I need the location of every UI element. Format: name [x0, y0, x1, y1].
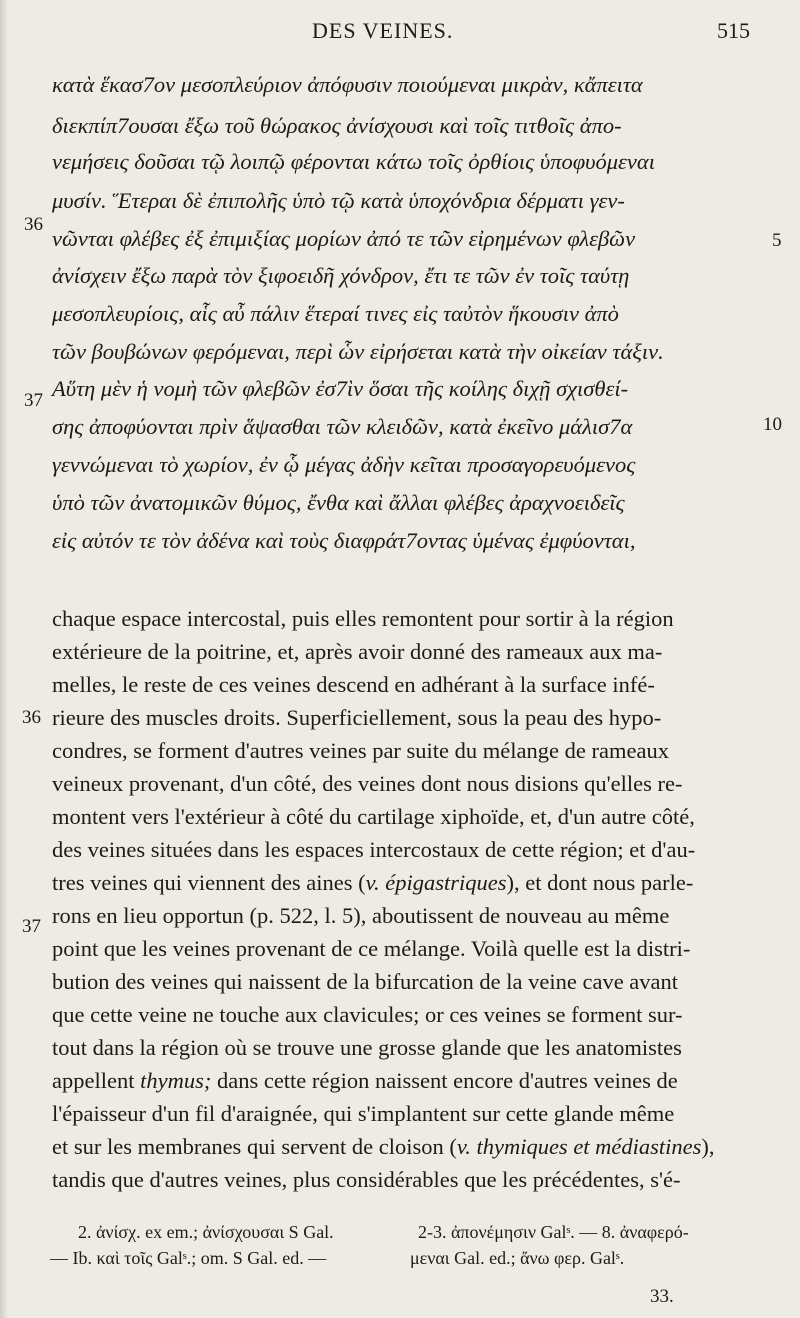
greek-line: κατὰ ἕκασ7ον μεσοπλεύριον ἀπόφυσιν ποιούμεναι μικρὰν, κἄπειτα: [52, 72, 643, 97]
french-line: condres, se forment d'autres veines par suite du mélange de rameaux: [52, 738, 669, 763]
french-line: tout dans la région où se trouve une grosse glande que les anatomistes: [52, 1035, 682, 1060]
french-line: [52, 1068, 678, 1094]
french-text-run: et sur les membranes qui servent de cloison (: [52, 1134, 457, 1159]
french-line: des veines situées dans les espaces intercostaux de cette région; et d'au-: [52, 837, 696, 862]
greek-line-number: 10: [763, 414, 782, 435]
greek-line: νῶνται φλέβες ἐξ ἐπιμιξίας μορίων ἀπό τε τῶν εἰρημένων φλεβῶν: [52, 226, 636, 251]
french-line: rieure des muscles droits. Superficiellement, sous la peau des hypo-: [52, 705, 662, 730]
greek-line: ὑπὸ τῶν ἀνατομικῶν θύμος, ἔνθα καὶ ἄλλαι φλέβες ἀραχνοειδεῖς: [52, 490, 625, 515]
greek-line: μεσοπλευρίοις, αἷς αὖ πάλιν ἕτεραί τινες εἰς ταὐτὸν ἥκουσιν ἀπὸ: [52, 301, 619, 326]
french-line: chaque espace intercostal, puis elles remontent pour sortir à la région: [52, 606, 674, 631]
french-text-run: ), et dont nous parle-: [506, 870, 694, 895]
footnote-line: [50, 1248, 624, 1269]
greek-line: Αὕτη μὲν ἡ νομὴ τῶν φλεβῶν ἐσ7ὶν ὅσαι τῆς κοίλης διχῇ σχισθεί-: [52, 376, 629, 401]
french-line: point que les veines provenant de ce mélange. Voilà quelle est la distri-: [52, 936, 691, 961]
french-line: rons en lieu opportun (p. 522, l. 5), aboutissent de nouveau au même: [52, 903, 670, 928]
french-line: l'épaisseur d'un fil d'araignée, qui s'implantent sur cette glande même: [52, 1101, 675, 1126]
french-line: [52, 1134, 715, 1160]
french-line: [52, 870, 693, 896]
page-shadow-edge: [0, 0, 8, 1318]
french-line: bution des veines qui naissent de la bifurcation de la veine cave avant: [52, 969, 679, 994]
greek-line: μυσίν. Ἕτεραι δὲ ἐπιπολῆς ὑπὸ τῷ κατὰ ὑποχόνδρια δέρματι γεν-: [52, 188, 625, 213]
french-line: tandis que d'autres veines, plus considérables que les précédentes, s'é-: [52, 1167, 681, 1192]
french-section-number: 36: [22, 707, 41, 728]
french-italic-term: v. épigastriques: [365, 870, 507, 895]
running-title: DES VEINES.: [312, 18, 454, 43]
greek-line: διεκπίπ7ουσαι ἔξω τοῦ θώρακος ἀνίσχουσι καὶ τοῖς τιτθοῖς ἀπο-: [52, 113, 622, 138]
french-text-run: dans cette région naissent encore d'autres veines de: [211, 1068, 678, 1093]
footnote-line: [50, 1222, 689, 1243]
greek-line: τῶν βουβώνων φερόμεναι, περὶ ὧν εἰρήσεται κατὰ τὴν οἰκείαν τάξιν.: [52, 339, 664, 364]
greek-line-number: 5: [772, 230, 782, 251]
french-section-number: 37: [22, 916, 41, 937]
footnote-entry: — Ib. καὶ τοῖς Galˢ.; om. S Gal. ed. —: [50, 1248, 327, 1268]
french-text-run: ),: [701, 1134, 715, 1159]
greek-line: νεμήσεις δοῦσαι τῷ λοιπῷ φέρονται κάτω τοῖς ὀρθίοις ὑποφυόμεναι: [52, 149, 655, 174]
page-number: 515: [717, 18, 750, 43]
french-text-run: tres veines qui viennent des aines (: [52, 870, 366, 895]
french-line: montent vers l'extérieur à côté du cartilage xiphoïde, et, d'un autre côté,: [52, 804, 695, 829]
french-text-run: appellent: [52, 1068, 141, 1093]
footnote-entry: 2-3. ἀπονέμησιν Galˢ. — 8. ἀναφερό-: [418, 1222, 689, 1242]
footnote-entry: μεναι Gal. ed.; ἄνω φερ. Galˢ.: [410, 1248, 625, 1268]
running-header: [0, 16, 800, 52]
greek-section-number: 37: [24, 390, 43, 411]
french-line: veineux provenant, d'un côté, des veines dont nous disions qu'elles re-: [52, 771, 683, 796]
greek-line: σης ἀποφύονται πρὶν ἅψασθαι τῶν κλειδῶν, κατὰ ἐκεῖνο μάλισ7α: [52, 414, 633, 439]
signature-mark: 33.: [650, 1286, 674, 1307]
footnote-entry: 2. ἀνίσχ. ex em.; ἀνίσχουσαι S Gal.: [78, 1222, 334, 1242]
french-line: que cette veine ne touche aux clavicules; or ces veines se forment sur-: [52, 1002, 683, 1027]
french-italic-term: thymus;: [140, 1068, 212, 1093]
french-italic-term: v. thymiques et médiastines: [456, 1134, 702, 1159]
greek-line: ἀνίσχειν ἔξω παρὰ τὸν ξιφοειδῆ χόνδρον, ἔτι τε τῶν ἐν τοῖς ταύτῃ: [52, 263, 630, 288]
greek-section-number: 36: [24, 214, 43, 235]
french-line: extérieure de la poitrine, et, après avoir donné des rameaux aux ma-: [52, 639, 663, 664]
greek-line: γεννώμεναι τὸ χωρίον, ἐν ᾧ μέγας ἀδὴν κεῖται προσαγορευόμενος: [52, 452, 636, 477]
french-line: melles, le reste de ces veines descend en adhérant à la surface infé-: [52, 672, 655, 697]
greek-line: εἰς αὐτόν τε τὸν ἀδένα καὶ τοὺς διαφράτ7οντας ὑμένας ἐμφύονται,: [52, 528, 636, 553]
